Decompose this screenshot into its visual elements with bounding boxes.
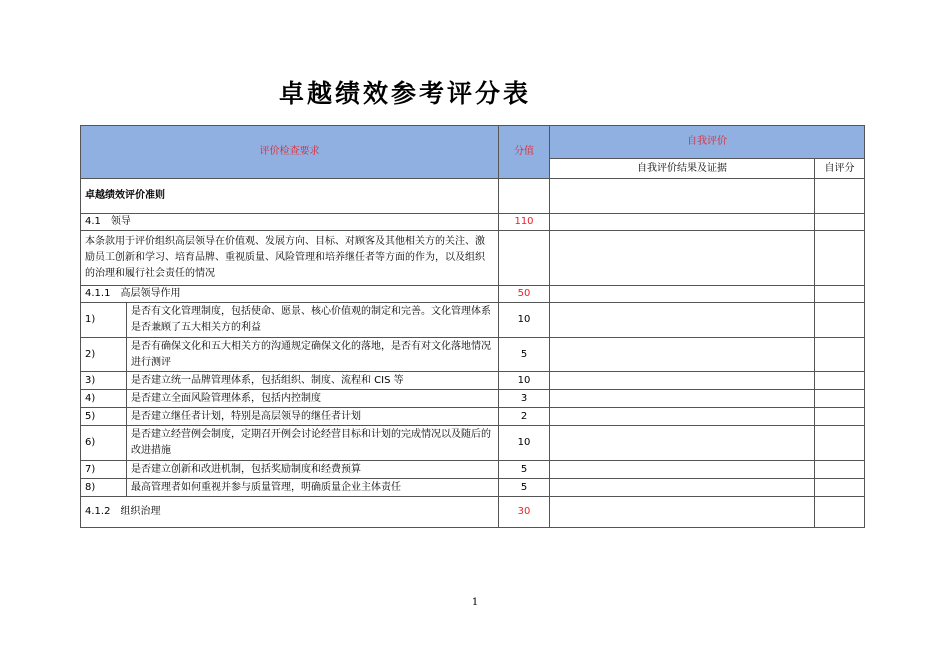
row-4-1-1-label: 4.1.1 高层领导作用 xyxy=(81,286,499,303)
item-text: 最高管理者如何重视并参与质量管理，明确质量企业主体责任 xyxy=(127,479,499,497)
item-text: 是否建立创新和改进机制，包括奖励制度和经费预算 xyxy=(127,461,499,479)
item-score: 5 xyxy=(499,479,550,497)
header-score: 分值 xyxy=(499,126,550,179)
cell-empty xyxy=(815,426,865,461)
table-row xyxy=(81,408,865,426)
cell-empty xyxy=(815,303,865,338)
item-text: 是否建立经营例会制度，定期召开例会讨论经营目标和计划的完成情况以及随后的改进措施 xyxy=(127,426,499,461)
cell-empty xyxy=(815,179,865,214)
cell-empty xyxy=(815,286,865,303)
cell-empty xyxy=(550,479,815,497)
row-4-1-2-label: 4.1.2 组织治理 xyxy=(81,497,499,528)
header-result-evidence: 自我评价结果及证据 xyxy=(550,159,815,179)
item-number: 8) xyxy=(81,479,127,497)
item-score: 2 xyxy=(499,408,550,426)
cell-empty xyxy=(815,214,865,231)
cell-empty xyxy=(815,479,865,497)
cell-empty xyxy=(550,231,815,286)
cell-empty xyxy=(815,390,865,408)
cell-empty xyxy=(815,408,865,426)
cell-empty xyxy=(550,286,815,303)
cell-empty xyxy=(815,461,865,479)
header-self-score: 自评分 xyxy=(815,159,865,179)
row-4-1-label: 4.1 领导 xyxy=(81,214,499,231)
cell-empty xyxy=(815,497,865,528)
item-number: 6) xyxy=(81,426,127,461)
section-title: 卓越绩效评价准则 xyxy=(81,179,499,214)
cell-empty xyxy=(815,338,865,372)
item-number: 2) xyxy=(81,338,127,372)
item-number: 7) xyxy=(81,461,127,479)
table-row xyxy=(81,338,865,372)
cell-empty xyxy=(550,497,815,528)
cell-empty xyxy=(550,214,815,231)
item-score: 10 xyxy=(499,303,550,338)
cell-empty xyxy=(499,231,550,286)
cell-empty xyxy=(499,179,550,214)
item-text: 是否建立全面风险管理体系，包括内控制度 xyxy=(127,390,499,408)
row-4-1-description: 本条款用于评价组织高层领导在价值观、发展方向、目标、对顾客及其他相关方的关注、激励员工创新和学习、培育品牌、重视质量、风险管理和培养继任者等方面的作为，以及组织的治理和履行社会责任的情况 xyxy=(81,231,499,286)
item-text: 是否建立继任者计划，特别是高层领导的继任者计划 xyxy=(127,408,499,426)
cell-empty xyxy=(550,408,815,426)
item-number: 4) xyxy=(81,390,127,408)
item-text: 是否建立统一品牌管理体系，包括组织、制度、流程和 CIS 等 xyxy=(127,372,499,390)
cell-empty xyxy=(815,372,865,390)
item-score: 5 xyxy=(499,338,550,372)
item-score: 10 xyxy=(499,372,550,390)
cell-empty xyxy=(815,231,865,286)
table-row xyxy=(81,426,865,461)
document-title-text: 卓越绩效参考评分表 xyxy=(278,79,531,108)
row-4-1-1-score: 50 xyxy=(499,286,550,303)
cell-empty xyxy=(550,338,815,372)
table-row xyxy=(81,372,865,390)
item-text: 是否有确保文化和五大相关方的沟通规定确保文化的落地，是否有对文化落地情况进行测评 xyxy=(127,338,499,372)
header-self-eval: 自我评价 xyxy=(550,126,865,159)
table-row xyxy=(81,461,865,479)
cell-empty xyxy=(550,426,815,461)
item-score: 10 xyxy=(499,426,550,461)
item-number: 3) xyxy=(81,372,127,390)
table-row xyxy=(81,479,865,497)
cell-empty xyxy=(550,461,815,479)
page-number: 1 xyxy=(471,597,479,608)
cell-empty xyxy=(550,372,815,390)
header-requirement: 评价检查要求 xyxy=(81,126,499,179)
cell-empty xyxy=(550,303,815,338)
item-score: 3 xyxy=(499,390,550,408)
row-4-1-score: 110 xyxy=(499,214,550,231)
table-row xyxy=(81,390,865,408)
item-number: 5) xyxy=(81,408,127,426)
item-number: 1) xyxy=(81,303,127,338)
cell-empty xyxy=(550,179,815,214)
row-4-1-2-score: 30 xyxy=(499,497,550,528)
evaluation-table xyxy=(80,125,865,528)
cell-empty xyxy=(550,390,815,408)
item-text: 是否有文化管理制度，包括使命、愿景、核心价值观的制定和完善。文化管理体系是否兼顾了五大相关方的利益 xyxy=(127,303,499,338)
table-row xyxy=(81,303,865,338)
document-title xyxy=(0,74,950,110)
item-score: 5 xyxy=(499,461,550,479)
